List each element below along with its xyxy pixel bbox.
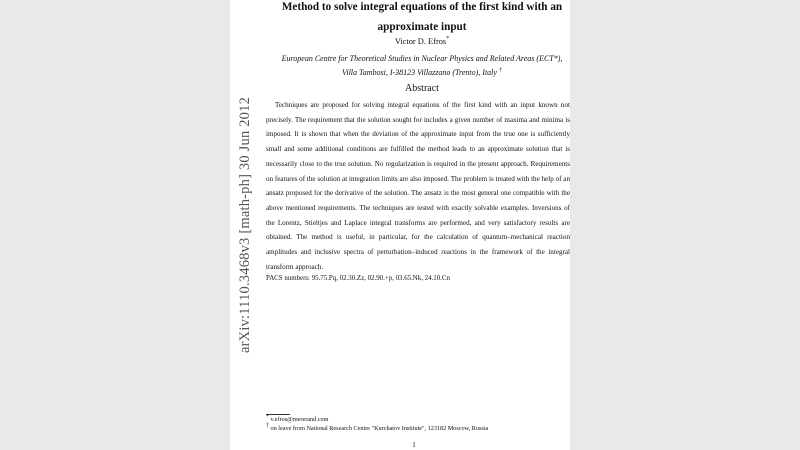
footnote-2-mark: † <box>266 422 269 429</box>
abstract-text: Techniques are proposed for solving integral equations of the first kind with an input known not precisely. The requirement that the solution sought for includes a given number of maxima and minima is imposed. It is shown that when the deviation of the approximate input from the true one is sufficiently small and some additional conditions are fulfilled the method leads to an approximate solution that is necessarily close to the true solution. No regularization is required in the present approach. Requirements on features of the solution at integration limits are also imposed. The problem is treated with the help of an ansatz proposed for the derivative of the solution. The ansatz is the most general one compatible with the above mentioned requirements. The techniques are tested with exactly solvable examples. Inversions of the Lorentz, Stieltjes and Laplace integral transforms are performed, and very satisfactory results are obtained. The method is useful, in particular, for the calculation of quantum–mechanical reaction amplitudes and inclusive spectra of perturbation–induced reactions in the framework of the integral transform approach. <box>266 101 570 271</box>
paper-title <box>262 0 582 37</box>
author-line <box>262 37 582 46</box>
affiliation-address: Villa Tambosi, I-38123 Villazzano (Trento), Italy <box>342 68 497 77</box>
title-line-1: Method to solve integral equations of the first kind with an <box>281 1 563 13</box>
footnote-2-text: on leave from National Research Centre "Kurchatov Institute", 123182 Moscow, Russia <box>270 425 489 432</box>
footnote-1-mark: * <box>266 413 269 420</box>
affiliation-line-1: European Centre for Theoretical Studies in Nuclear Physics and Related Areas (ECT*), <box>281 54 563 63</box>
footnote-divider <box>266 414 290 415</box>
arxiv-identifier-stamp: arXiv:1110.3468v3 [math-ph] 30 Jun 2012 <box>237 96 253 353</box>
author-footnote-mark: * <box>446 36 450 43</box>
author-name: Victor D. Efros <box>394 37 447 46</box>
footnote-leave <box>266 422 570 432</box>
footnote-1-text: v.efros@mererand.com <box>270 416 329 423</box>
affiliation-footnote-mark: † <box>498 67 502 74</box>
abstract-heading: Abstract <box>405 83 439 94</box>
title-line-2: approximate input <box>377 21 467 33</box>
pacs-numbers: PACS numbers: 95.75.Pq, 02.30.Zz, 02.90.+p, 03.65.Nk, 24.10.Cn <box>266 275 450 282</box>
page-number: 1 <box>412 441 416 449</box>
footnote-email <box>266 413 570 423</box>
affiliation-line-2 <box>262 68 582 77</box>
